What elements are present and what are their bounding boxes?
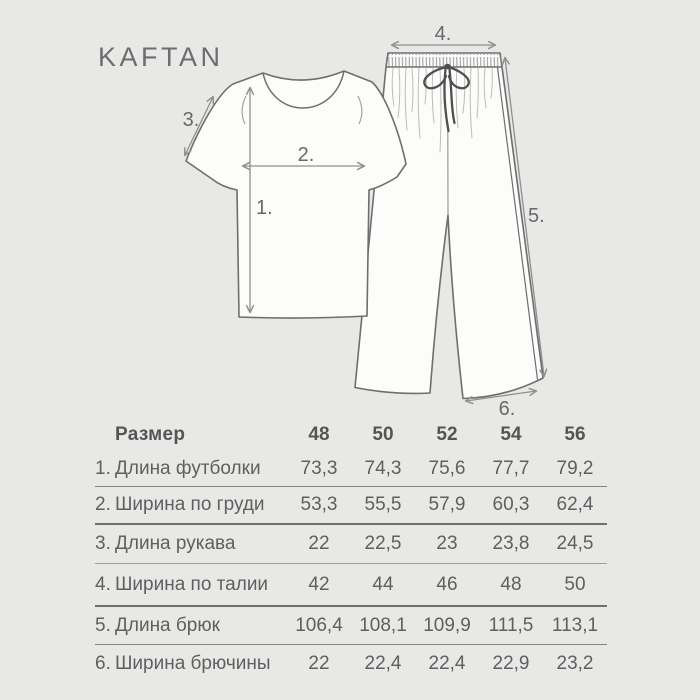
row-number: 1. (95, 457, 111, 479)
size-col-header: 52 (436, 423, 458, 445)
dim-label-5: 5. (528, 205, 545, 227)
row-label: Длина футболки (115, 457, 261, 479)
cell-value: 22,4 (428, 653, 466, 674)
cell-value: 48 (500, 573, 522, 595)
cell-value: 74,3 (364, 457, 402, 479)
cell-value: 62,4 (556, 494, 594, 515)
table-row-leg-width (95, 645, 607, 683)
drawstring-knot (444, 64, 451, 69)
cell-value: 22,4 (364, 653, 402, 674)
cell-value: 55,5 (364, 494, 402, 515)
cell-value: 23 (436, 533, 458, 554)
row-label: Ширина брючины (115, 653, 271, 674)
size-col-header: 48 (308, 423, 330, 445)
row-number: 6. (95, 653, 111, 674)
table-row-chest-width (95, 487, 607, 525)
dim-label-2: 2. (297, 144, 315, 166)
cell-value: 46 (436, 573, 458, 595)
cell-value: 22 (308, 653, 330, 674)
size-col-header: 50 (372, 423, 394, 445)
cell-value: 106,4 (295, 614, 343, 636)
cell-value: 23,2 (556, 653, 594, 674)
row-label: Длина брюк (115, 614, 220, 636)
size-col-header: 54 (500, 423, 522, 445)
cell-value: 60,3 (492, 494, 530, 515)
size-col-header: 56 (564, 423, 586, 445)
table-row-sleeve-length (95, 525, 607, 564)
cell-value: 44 (372, 573, 394, 595)
cell-value: 111,5 (488, 614, 534, 636)
table-row-pants-length (95, 607, 607, 645)
cell-value: 42 (308, 573, 330, 595)
cell-value: 22,9 (492, 653, 530, 674)
cell-value: 57,9 (428, 494, 466, 515)
row-label: Ширина по талии (115, 573, 269, 595)
dim-label-3: 3. (182, 109, 200, 131)
table-header-row (95, 418, 607, 451)
row-label: Длина рукава (115, 533, 236, 554)
cell-value: 79,2 (556, 457, 594, 479)
cell-value: 77,7 (492, 457, 530, 479)
cell-value: 108,1 (359, 614, 407, 636)
dim-label-1: 1. (256, 197, 273, 219)
cell-value: 24,5 (556, 533, 594, 554)
row-label: Ширина по груди (115, 494, 265, 515)
brand-logo: KAFTAN (98, 42, 224, 72)
size-table (95, 418, 607, 683)
cell-value: 109,9 (423, 614, 471, 636)
cell-value: 53,3 (300, 494, 338, 515)
size-header-label: Размер (115, 423, 186, 445)
cell-value: 113,1 (551, 614, 599, 636)
row-number: 3. (95, 533, 111, 554)
waistband-elastic (387, 54, 502, 67)
dim-label-6: 6. (498, 398, 516, 420)
dim-label-4: 4. (434, 23, 452, 45)
cell-value: 23,8 (492, 533, 530, 554)
table-row-tshirt-length (95, 451, 607, 487)
cell-value: 22 (308, 533, 330, 554)
table-row-waist-width (95, 564, 607, 607)
cell-value: 50 (564, 573, 586, 595)
cell-value: 73,3 (300, 457, 338, 479)
row-number: 2. (95, 494, 111, 515)
cell-value: 22,5 (364, 533, 402, 554)
cell-value: 75,6 (428, 457, 466, 479)
row-number: 4. (95, 573, 111, 595)
row-number: 5. (95, 614, 111, 636)
